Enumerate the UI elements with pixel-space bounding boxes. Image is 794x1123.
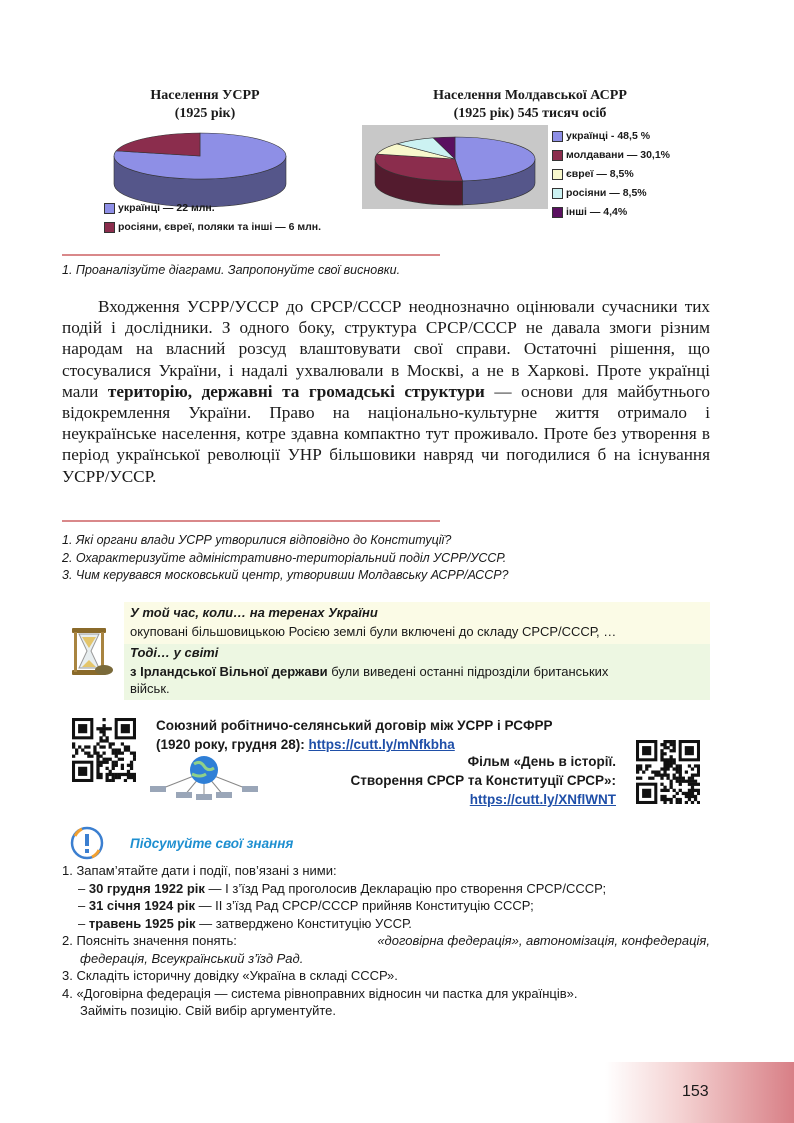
date-text: — затверджено Конституцію УССР. (195, 915, 412, 931)
summary-item-1: 1. Запам’ятайте дати і події, пов’язані з ними: (62, 863, 337, 878)
chart1-legend-label: українці — 22 млн. (118, 202, 215, 214)
page-number: 153 (682, 1083, 709, 1100)
date-bold: травень 1925 рік (88, 915, 196, 931)
legend-swatch (104, 203, 115, 214)
resource-treaty-date: (1920 року, грудня 28): (156, 737, 309, 752)
chart1-title (110, 87, 300, 123)
date-item: – травень 1925 рік — затверджено Конституцію УССР. (78, 915, 412, 931)
chart2-title (395, 87, 665, 123)
chart2-legend-item (552, 146, 670, 165)
chart2-legend-item (552, 127, 670, 146)
date-item: – 30 грудня 1922 рік — I з’їзд Рад проголосив Декларацію про створення СРСР/СССР; (78, 880, 607, 896)
timebox-heading-world: Тоді… у світі (130, 645, 219, 660)
timebox-text-world (130, 663, 705, 697)
resource-film-title2: Створення СРСР та Конституції СРСР»: (350, 773, 616, 788)
date-text: — II з’їзд Рад СРСР/СССР прийняв Конституцію СССР; (194, 898, 534, 913)
resource-film-title1: Фільм «День в історії. (467, 754, 616, 769)
main-text-bold: територію, державні та громадські структури (107, 381, 485, 401)
summary-item-2 (62, 932, 710, 950)
question-item: 1. Які органи влади УСРР утворилися відповідно до Конституції? (62, 533, 452, 547)
hourglass-icon (62, 624, 118, 680)
chart1-legend-label: росіяни, євреї, поляки та інші — 6 млн. (118, 221, 322, 233)
summary-item-2-terms: «договірна федерація», автономізація, конфедерація, (377, 933, 710, 948)
chart2-title-line2: (1925 рік) 545 тисяч осіб (453, 106, 607, 121)
timebox-heading-ukraine: У той час, коли… на теренах України (130, 605, 378, 620)
chart2-legend-label: українці - 48,5 % (566, 130, 651, 142)
legend-swatch (552, 188, 563, 199)
question-item: 2. Охарактеризуйте адміністративно-територіальний поділ УСРР/УССР. (62, 550, 507, 565)
legend-swatch (552, 169, 563, 180)
chart2-legend-label: євреї — 8,5% (566, 168, 634, 180)
resource-film (300, 752, 616, 809)
chart2-legend-label: молдавани — 30,1% (566, 149, 671, 161)
resource-film-link[interactable]: https://cutt.ly/XNflWNT (469, 792, 616, 807)
timebox-text-line2: військ. (130, 681, 170, 696)
timebox-ukraine (124, 602, 710, 644)
legend-swatch (552, 207, 563, 218)
summary-list (62, 862, 712, 1020)
date-text: — I з’їзд Рад проголосив Декларацію про створення СРСР/СССР; (204, 880, 607, 896)
chart2-legend (552, 127, 670, 222)
chart2-legend-item (552, 203, 670, 222)
summary-item-2-pre: 2. Поясніть значення понять: (62, 933, 237, 948)
resource-treaty-title: Союзний робітничо-селянський договір між УСРР і РСФРР (156, 718, 553, 733)
summary-item-2-line2: федерація, Всеукраїнський з’їзд Рад. (80, 950, 304, 966)
summary-item-4-line2: Займіть позицію. Свій вибір аргументуйте. (80, 1003, 336, 1018)
chart2-legend-item (552, 184, 670, 203)
chart2-legend-label: росіяни — 8,5% (566, 187, 647, 199)
timebox-world (124, 644, 710, 700)
summary-icon (70, 826, 104, 860)
qr-code-icon[interactable] (72, 718, 136, 782)
timebox-text-rest: були виведені останні підрозділи британських (327, 664, 609, 679)
timebox-text-pre: з (130, 664, 141, 679)
main-paragraph (62, 296, 710, 487)
legend-swatch (104, 222, 115, 233)
main-text-part2: — основи для майбутнього відокремлення України. Право на національно-культурне життя отримало і неукраїнське населення, котре здавна компактно тут проживало. Проте без утворення в період української революції УНР більшовики навряд чи погодилися б на існування УСРР/УССР. (62, 381, 710, 486)
chart1-title-line2: (1925 рік) (174, 106, 236, 121)
network-globe-icon (144, 752, 264, 802)
resource-treaty (156, 716, 552, 754)
date-bold: 30 грудня 1922 рік (88, 880, 205, 896)
chart2-legend-label: інші — 4,4% (566, 206, 628, 218)
date-item: – 31 січня 1924 рік — II з’їзд Рад СРСР/СССР прийняв Конституцію СССР; (78, 898, 534, 913)
timebox-text-ukraine: окуповані більшовицькою Росією землі були включені до складу СРСР/СССР, … (130, 624, 617, 639)
timebox-text-bold: Ірландської Вільної держави (140, 664, 328, 679)
date-bold: 31 січня 1924 рік (88, 898, 195, 913)
resource-treaty-link[interactable]: https://cutt.ly/mNfkbha (308, 737, 455, 752)
summary-title: Підсумуйте свої знання (130, 836, 294, 851)
chart2-legend-item (552, 165, 670, 184)
chart2-svg (362, 125, 548, 209)
legend-swatch (552, 131, 563, 142)
main-text-part1: Входження УСРР/УССР до СРСР/СССР неоднозначно оцінювали сучасники тих подій і дослідники. З одного боку, структура СРСР/СССР не давала змоги різним народам на власний розсуд влаштовувати свої справи. Остаточні рішення, що стосувалися України, і надалі ухвалювали в Москві, а не в Харкові. Проте українці мали (62, 297, 710, 401)
chart1-legend-item (104, 218, 321, 237)
chart1-legend (104, 199, 321, 237)
chart1-title-line1: Населення УСРР (150, 88, 260, 103)
chart2-plot-area (362, 125, 548, 209)
divider-line (62, 254, 440, 256)
divider-line (62, 520, 440, 522)
questions-list (62, 532, 509, 585)
summary-item-4: 4. «Договірна федерація — система рівноправних відносин чи пастка для українців». (62, 985, 578, 1001)
legend-swatch (552, 150, 563, 161)
qr-code-icon[interactable] (636, 740, 700, 804)
summary-item-3: 3. Складіть історичну довідку «Україна в складі СССР». (62, 968, 398, 983)
chart1-legend-item (104, 199, 321, 218)
chart2-title-line1: Населення Молдавської АСРР (433, 88, 627, 103)
question-item: 3. Чим керувався московський центр, утворивши Молдавську АСРР/АССР? (62, 568, 509, 582)
task-1: 1. Проаналізуйте діаграми. Запропонуйте свої висновки. (62, 263, 401, 277)
